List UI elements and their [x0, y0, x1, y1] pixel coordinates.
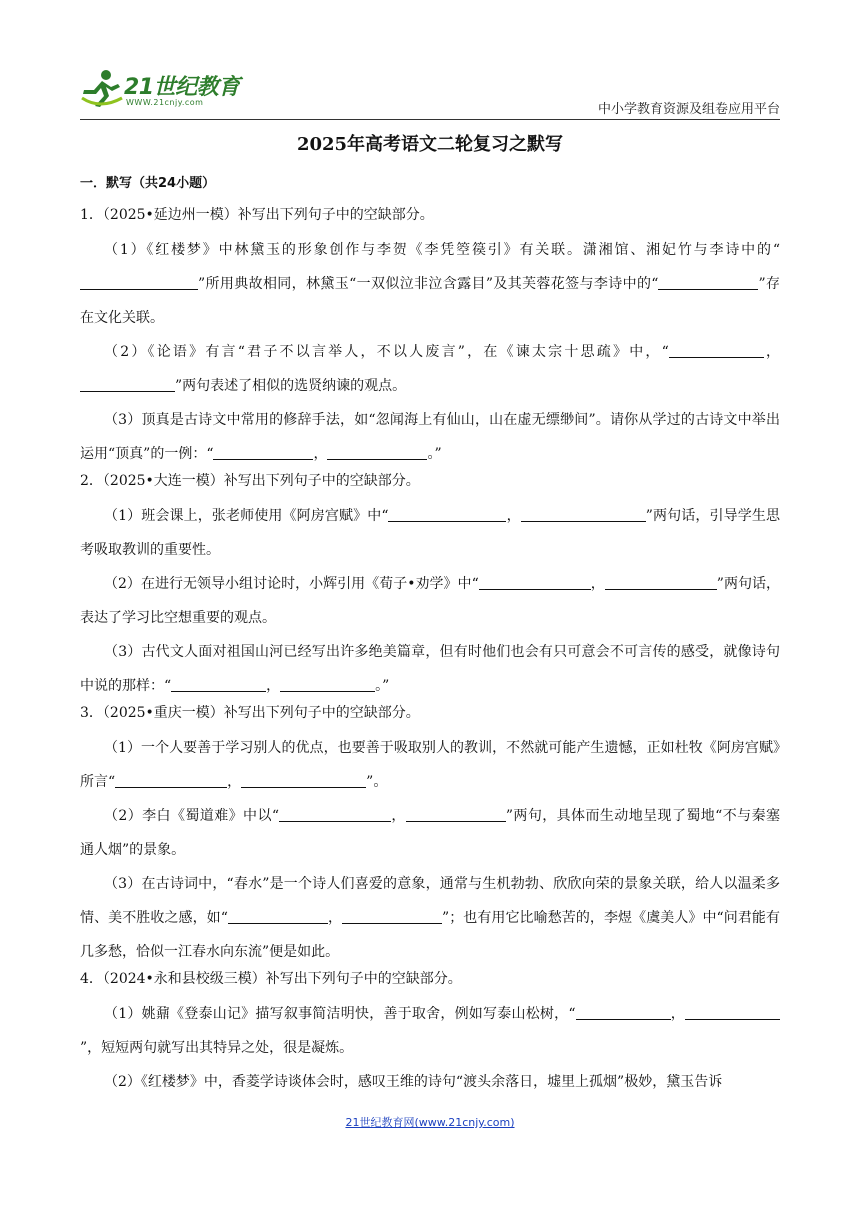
document-body — [80, 170, 780, 1099]
page-title: 2025年高考语文二轮复习之默写 — [296, 134, 564, 155]
footer-link[interactable]: 21世纪教育网(www.21cnjy.com) — [345, 1116, 515, 1129]
text: ”两句表述了相似的选贤纳谏的观点。 — [175, 378, 407, 394]
text: ， — [391, 808, 406, 824]
answer-blank[interactable] — [406, 807, 506, 822]
text: ”两句话，表达了学习比空想重要的观点。 — [80, 576, 780, 626]
answer-blank[interactable] — [279, 807, 391, 822]
question-1-head: 1．（2025•延边州一模）补写出下列句子中的空缺部分。 — [80, 207, 434, 223]
question-3-head: 3．（2025•重庆一模）补写出下列句子中的空缺部分。 — [80, 705, 420, 721]
answer-blank[interactable] — [80, 377, 175, 392]
question-3-part-2 — [80, 799, 780, 867]
header-divider — [80, 119, 780, 120]
text: ”存在文化关联。 — [80, 276, 780, 326]
answer-blank[interactable] — [280, 677, 375, 692]
text: （3）在古诗词中，“春水”是一个诗人们喜爱的意象，通常与生机勃勃、欣欣向荣的景象关联，给人以温柔多情、美不胜收之感，如“ — [80, 876, 780, 926]
question-3-part-3 — [80, 867, 780, 969]
text: （1）《红楼梦》中林黛玉的形象创作与李贺《李凭箜篌引》有关联。潇湘馆、湘妃竹与李诗中的“ — [104, 242, 780, 258]
question-3 — [80, 703, 780, 969]
question-2-head: 2．（2025•大连一模）补写出下列句子中的空缺部分。 — [80, 473, 420, 489]
text: ， — [590, 576, 605, 592]
answer-blank[interactable] — [521, 507, 646, 522]
text: ， — [327, 910, 343, 926]
platform-name: 中小学教育资源及组卷应用平台 — [597, 102, 780, 117]
text: ”，短短两句就写出其特异之处，很是凝炼。 — [80, 1040, 354, 1056]
question-2-part-1 — [80, 499, 780, 567]
question-4-part-1 — [80, 997, 780, 1065]
text: （1）姚鼐《登泰山记》描写叙事简洁明快，善于取舍，例如写泰山松树，“ — [104, 1006, 576, 1022]
text: （2）在进行无领导小组讨论时，小辉引用《荀子•劝学》中“ — [104, 576, 479, 592]
text: ， — [506, 508, 521, 524]
runner-logo-icon — [80, 68, 124, 108]
question-1 — [80, 205, 780, 471]
text: ， — [763, 344, 780, 360]
text: （3）古代文人面对祖国山河已经写出许多绝美篇章，但有时他们也会有只可意会不可言传的感受，就像诗句中说的那样：“ — [80, 644, 780, 694]
answer-blank[interactable] — [658, 275, 758, 290]
question-3-part-1 — [80, 731, 780, 799]
text: 。” — [427, 446, 442, 462]
text: （1）班会课上，张老师使用《阿房宫赋》中“ — [104, 508, 389, 524]
question-4-part-2 — [80, 1065, 780, 1099]
answer-blank[interactable] — [327, 445, 427, 460]
question-1-part-3 — [80, 403, 780, 471]
question-2 — [80, 471, 780, 703]
answer-blank[interactable] — [685, 1005, 780, 1020]
text: （2）李白《蜀道难》中以“ — [104, 808, 280, 824]
text: ”两句话，引导学生思考吸取教训的重要性。 — [80, 508, 780, 558]
text: ”两句，具体而生动地呈现了蜀地“不与秦塞通人烟”的景象。 — [80, 808, 780, 858]
text: ， — [266, 678, 281, 694]
logo-url: WWW.21cnjy.com — [126, 98, 204, 107]
section-title: 一．默写（共24小题） — [80, 176, 216, 191]
text: （2）《红楼梦》中，香菱学诗谈体会时，感叹王维的诗句“渡头余落日，墟里上孤烟”极妙，黛玉告诉 — [104, 1074, 723, 1090]
question-1-part-1 — [80, 233, 780, 335]
text: （1）一个人要善于学习别人的优点，也要善于吸取别人的教训，不然就可能产生遗憾，正如杜牧《阿房宫赋》所言“ — [80, 740, 780, 790]
answer-blank[interactable] — [605, 575, 717, 590]
answer-blank[interactable] — [115, 773, 227, 788]
question-1-part-2 — [80, 335, 780, 403]
question-4-head: 4．（2024•永和县校级三模）补写出下列句子中的空缺部分。 — [80, 971, 462, 987]
question-4 — [80, 969, 780, 1099]
text: （3）顶真是古诗文中常用的修辞手法，如“忽闻海上有仙山，山在虚无缥缈间”。请你从学过的古诗文中举出运用“顶真”的一例：“ — [80, 412, 780, 462]
logo-text: 21世纪教育 — [124, 75, 240, 100]
question-2-part-2 — [80, 567, 780, 635]
text: ， — [313, 446, 328, 462]
answer-blank[interactable] — [576, 1005, 671, 1020]
text: 。” — [375, 678, 390, 694]
text: ”；也有用它比喻愁苦的，李煜《虞美人》中“问君能有几多愁，恰似一江春水向东流”便是如此。 — [80, 910, 780, 960]
question-2-part-3 — [80, 635, 780, 703]
answer-blank[interactable] — [80, 275, 198, 290]
text: ”所用典故相同，林黛玉“一双似泣非泣含露目”及其芙蓉花签与李诗中的“ — [198, 276, 659, 292]
answer-blank[interactable] — [213, 445, 313, 460]
answer-blank[interactable] — [388, 507, 506, 522]
answer-blank[interactable] — [228, 909, 328, 924]
answer-blank[interactable] — [241, 773, 366, 788]
text: （2）《论语》有言“君子不以言举人，不以人废言”，在《谏太宗十思疏》中，“ — [104, 344, 669, 360]
answer-blank[interactable] — [669, 343, 764, 358]
text: ， — [670, 1006, 686, 1022]
page-header — [80, 64, 780, 120]
logo — [80, 68, 260, 112]
text: ”。 — [366, 774, 388, 790]
answer-blank[interactable] — [342, 909, 442, 924]
answer-blank[interactable] — [479, 575, 591, 590]
text: ， — [227, 774, 242, 790]
answer-blank[interactable] — [171, 677, 266, 692]
